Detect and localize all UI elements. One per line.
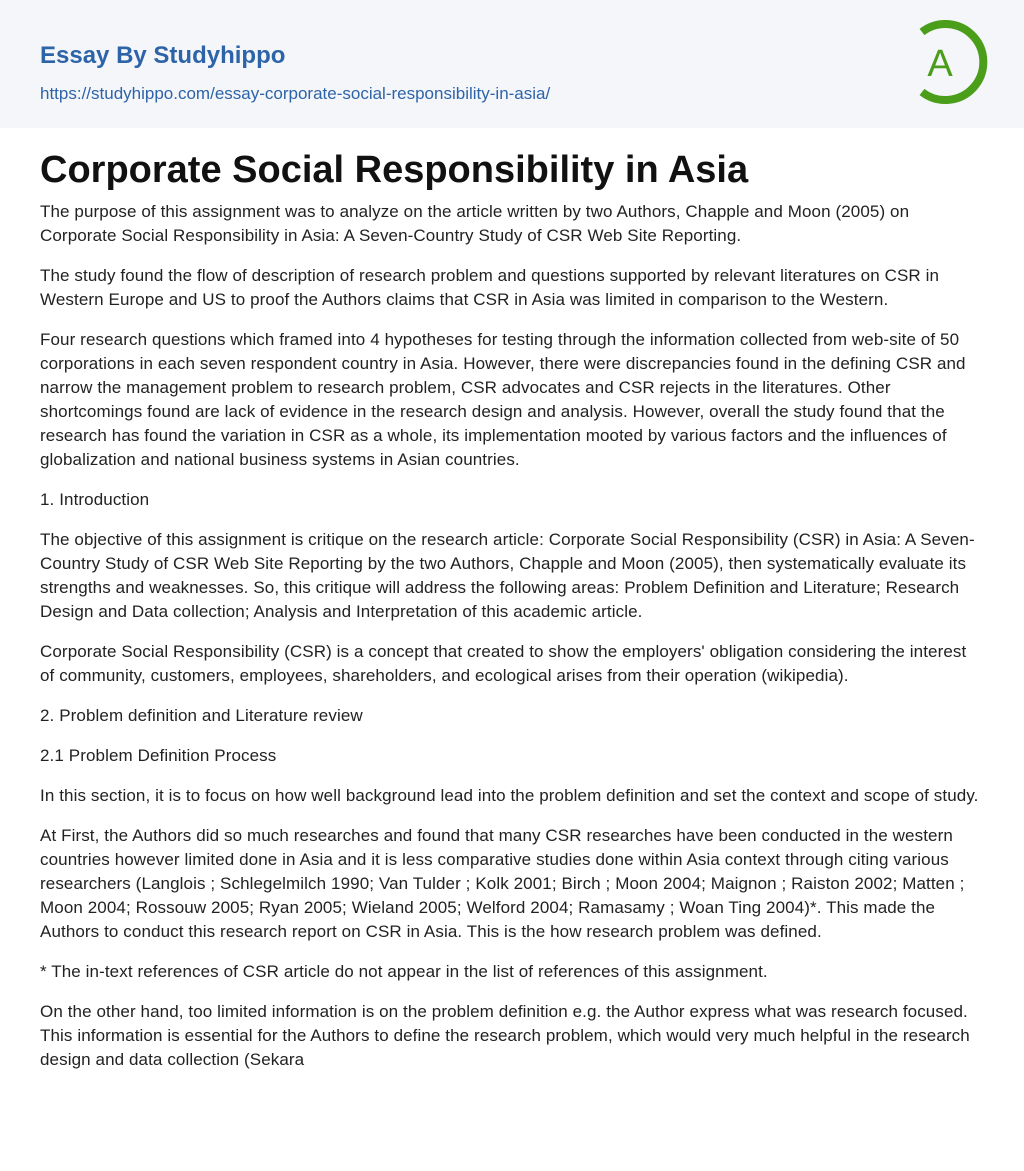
section-heading: 1. Introduction [40, 490, 150, 509]
footnote: * The in-text references of CSR article do not appear in the list of references of this assignment. [40, 962, 768, 981]
article [0, 128, 1024, 1108]
paragraph: The purpose of this assignment was to analyze on the article written by two Authors, Chapple and Moon (2005) on Corporate Social Responsibility in Asia: A Seven-Country Study of CSR Web Site Reporting. [40, 202, 910, 245]
svg-text:A: A [927, 43, 953, 85]
site-title[interactable]: Essay By Studyhippo [40, 42, 286, 69]
subsection-heading: 2.1 Problem Definition Process [40, 746, 277, 765]
article-title: Corporate Social Responsibility in Asia [40, 149, 749, 191]
paragraph: At First, the Authors did so much researches and found that many CSR researches have been conducted in the western countries however limited done in Asia and it is less comparative studies done within Asia context through citing various researchers (Langlois ; Schlegelmilch 1990; Van Tulder ; Kolk 2001; Birch ; Moon 2004; Maignon ; Raiston 2002; Matten ; Moon 2004; Rossouw 2005; Ryan 2005; Wieland 2005; Welford 2004; Ramasamy ; Woan Ting 2004)*. This made the Authors to conduct this research report on CSR in Asia. This is the how research problem was defined. [40, 826, 965, 941]
paragraph: On the other hand, too limited information is on the problem definition e.g. the Author express what was research focused. This information is essential for the Authors to define the research problem, which would very much helpful in the research design and data collection (Sekara [40, 1002, 970, 1069]
paragraph: Four research questions which framed into 4 hypotheses for testing through the information collected from web-site of 50 corporations in each seven respondent country in Asia. However, there were discrepancies found in the defining CSR and narrow the management problem to research problem, CSR advocates and CSR rejects in the literatures. Other shortcomings found are lack of evidence in the research design and analysis. However, overall the study found that the research has found the variation in CSR as a whole, its implementation mooted by various factors and the influences of globalization and national business systems in Asian countries. [40, 330, 966, 469]
section-heading: 2. Problem definition and Literature review [40, 706, 363, 725]
paragraph: Corporate Social Responsibility (CSR) is a concept that created to show the employers' obligation considering the interest of community, customers, employees, shareholders, and ecological arises from their operation (wikipedia). [40, 642, 967, 685]
site-header [0, 0, 1024, 128]
studyhippo-logo-icon [904, 18, 992, 106]
essay-url-link[interactable]: https://studyhippo.com/essay-corporate-social-responsibility-in-asia/ [40, 84, 551, 103]
paragraph: The objective of this assignment is critique on the research article: Corporate Social Responsibility (CSR) in Asia: A Seven-Country Study of CSR Web Site Reporting by the two Authors, Chapple and Moon (2005), then systematically evaluate its strengths and weaknesses. So, this critique will address the following areas: Problem Definition and Literature; Research Design and Data collection; Analysis and Interpretation of this academic article. [40, 530, 975, 621]
paragraph: In this section, it is to focus on how well background lead into the problem definition and set the context and scope of study. [40, 786, 979, 805]
paragraph: The study found the flow of description of research problem and questions supported by relevant literatures on CSR in Western Europe and US to proof the Authors claims that CSR in Asia was limited in comparison to the Western. [40, 266, 940, 309]
